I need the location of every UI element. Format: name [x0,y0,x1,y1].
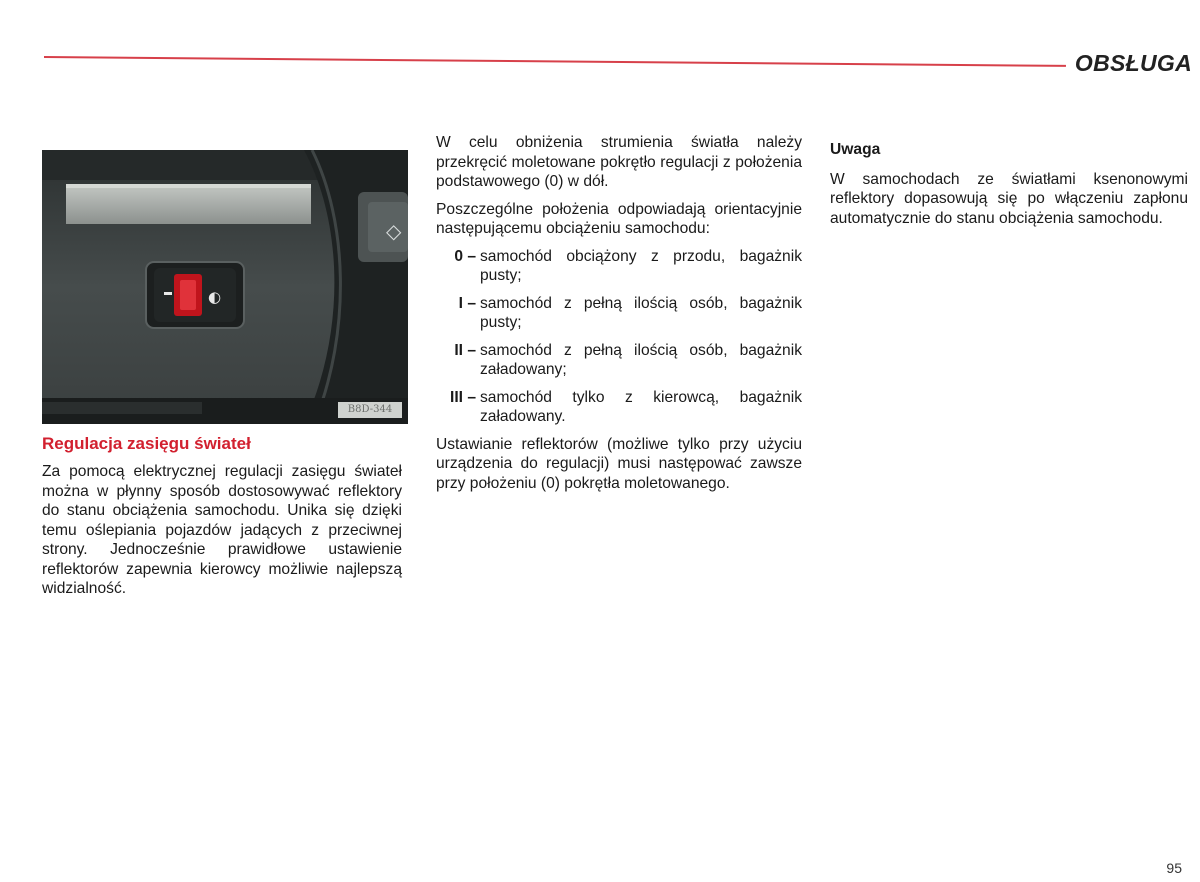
positions-intro: Poszczególne położenia odpowiadają orientacyjnie następującemu obciążeniu samochodu: [436,200,802,237]
section-heading: Regulacja zasięgu świateł [42,434,251,453]
note-text: W samochodach ze światłami ksenonowymi reflektory dopasowują się po włączeniu zapłonu automatycznie do stanu obciążenia samochodu. [830,170,1188,227]
right-column [830,140,1188,236]
intro-paragraph: Za pomocą elektrycznej regulacji zasięgu świateł można w płynny sposób dostosowywać reflektory do stanu obciążenia samochodu. Unika się dzięki temu oślepiania pojazdów jadących z przeciwnej strony. Jednocześnie prawidłowe ustawienie reflektorów zapewnia kierowcy możliwie najlepszą widzialność. [42,463,402,597]
adjustment-paragraph: Ustawianie reflektorów (możliwe tylko przy użyciu urządzenia do regulacji) musi następować zawsze przy położeniu (0) pokrętła moletowanego. [436,435,802,492]
position-text: samochód tylko z kierowcą, bagażnik załadowany. [480,388,802,425]
list-item [436,341,802,380]
svg-text:◇: ◇ [386,219,402,243]
position-mark: II – [454,341,476,359]
section-title: OBSŁUGA [1074,50,1192,76]
position-text: samochód z pełną ilością osób, bagażnik pusty; [480,294,802,331]
dashboard-photo [42,150,408,424]
page-number: 95 [1166,860,1182,876]
list-item [436,294,802,333]
position-text: samochód z pełną ilością osób, bagażnik załadowany; [480,341,802,378]
list-item [436,388,802,427]
position-text: samochód obciążony z przodu, bagażnik pusty; [480,247,802,284]
note-title: Uwaga [830,141,881,158]
left-column [42,462,402,607]
position-mark: 0 – [454,247,476,265]
header-rule [44,56,1066,67]
position-mark: I – [458,294,476,312]
figure-code: B8D-344 [338,402,402,418]
svg-text:◐: ◐ [208,288,222,306]
middle-column [436,133,802,501]
list-item [436,247,802,286]
positions-list [436,247,802,427]
position-mark: III – [449,388,476,406]
dashboard-illustration [42,150,408,424]
instruction-paragraph: W celu obniżenia strumienia światła należy przekręcić moletowane pokrętło regulacji z położenia podstawowego (0) w dół. [436,134,802,190]
